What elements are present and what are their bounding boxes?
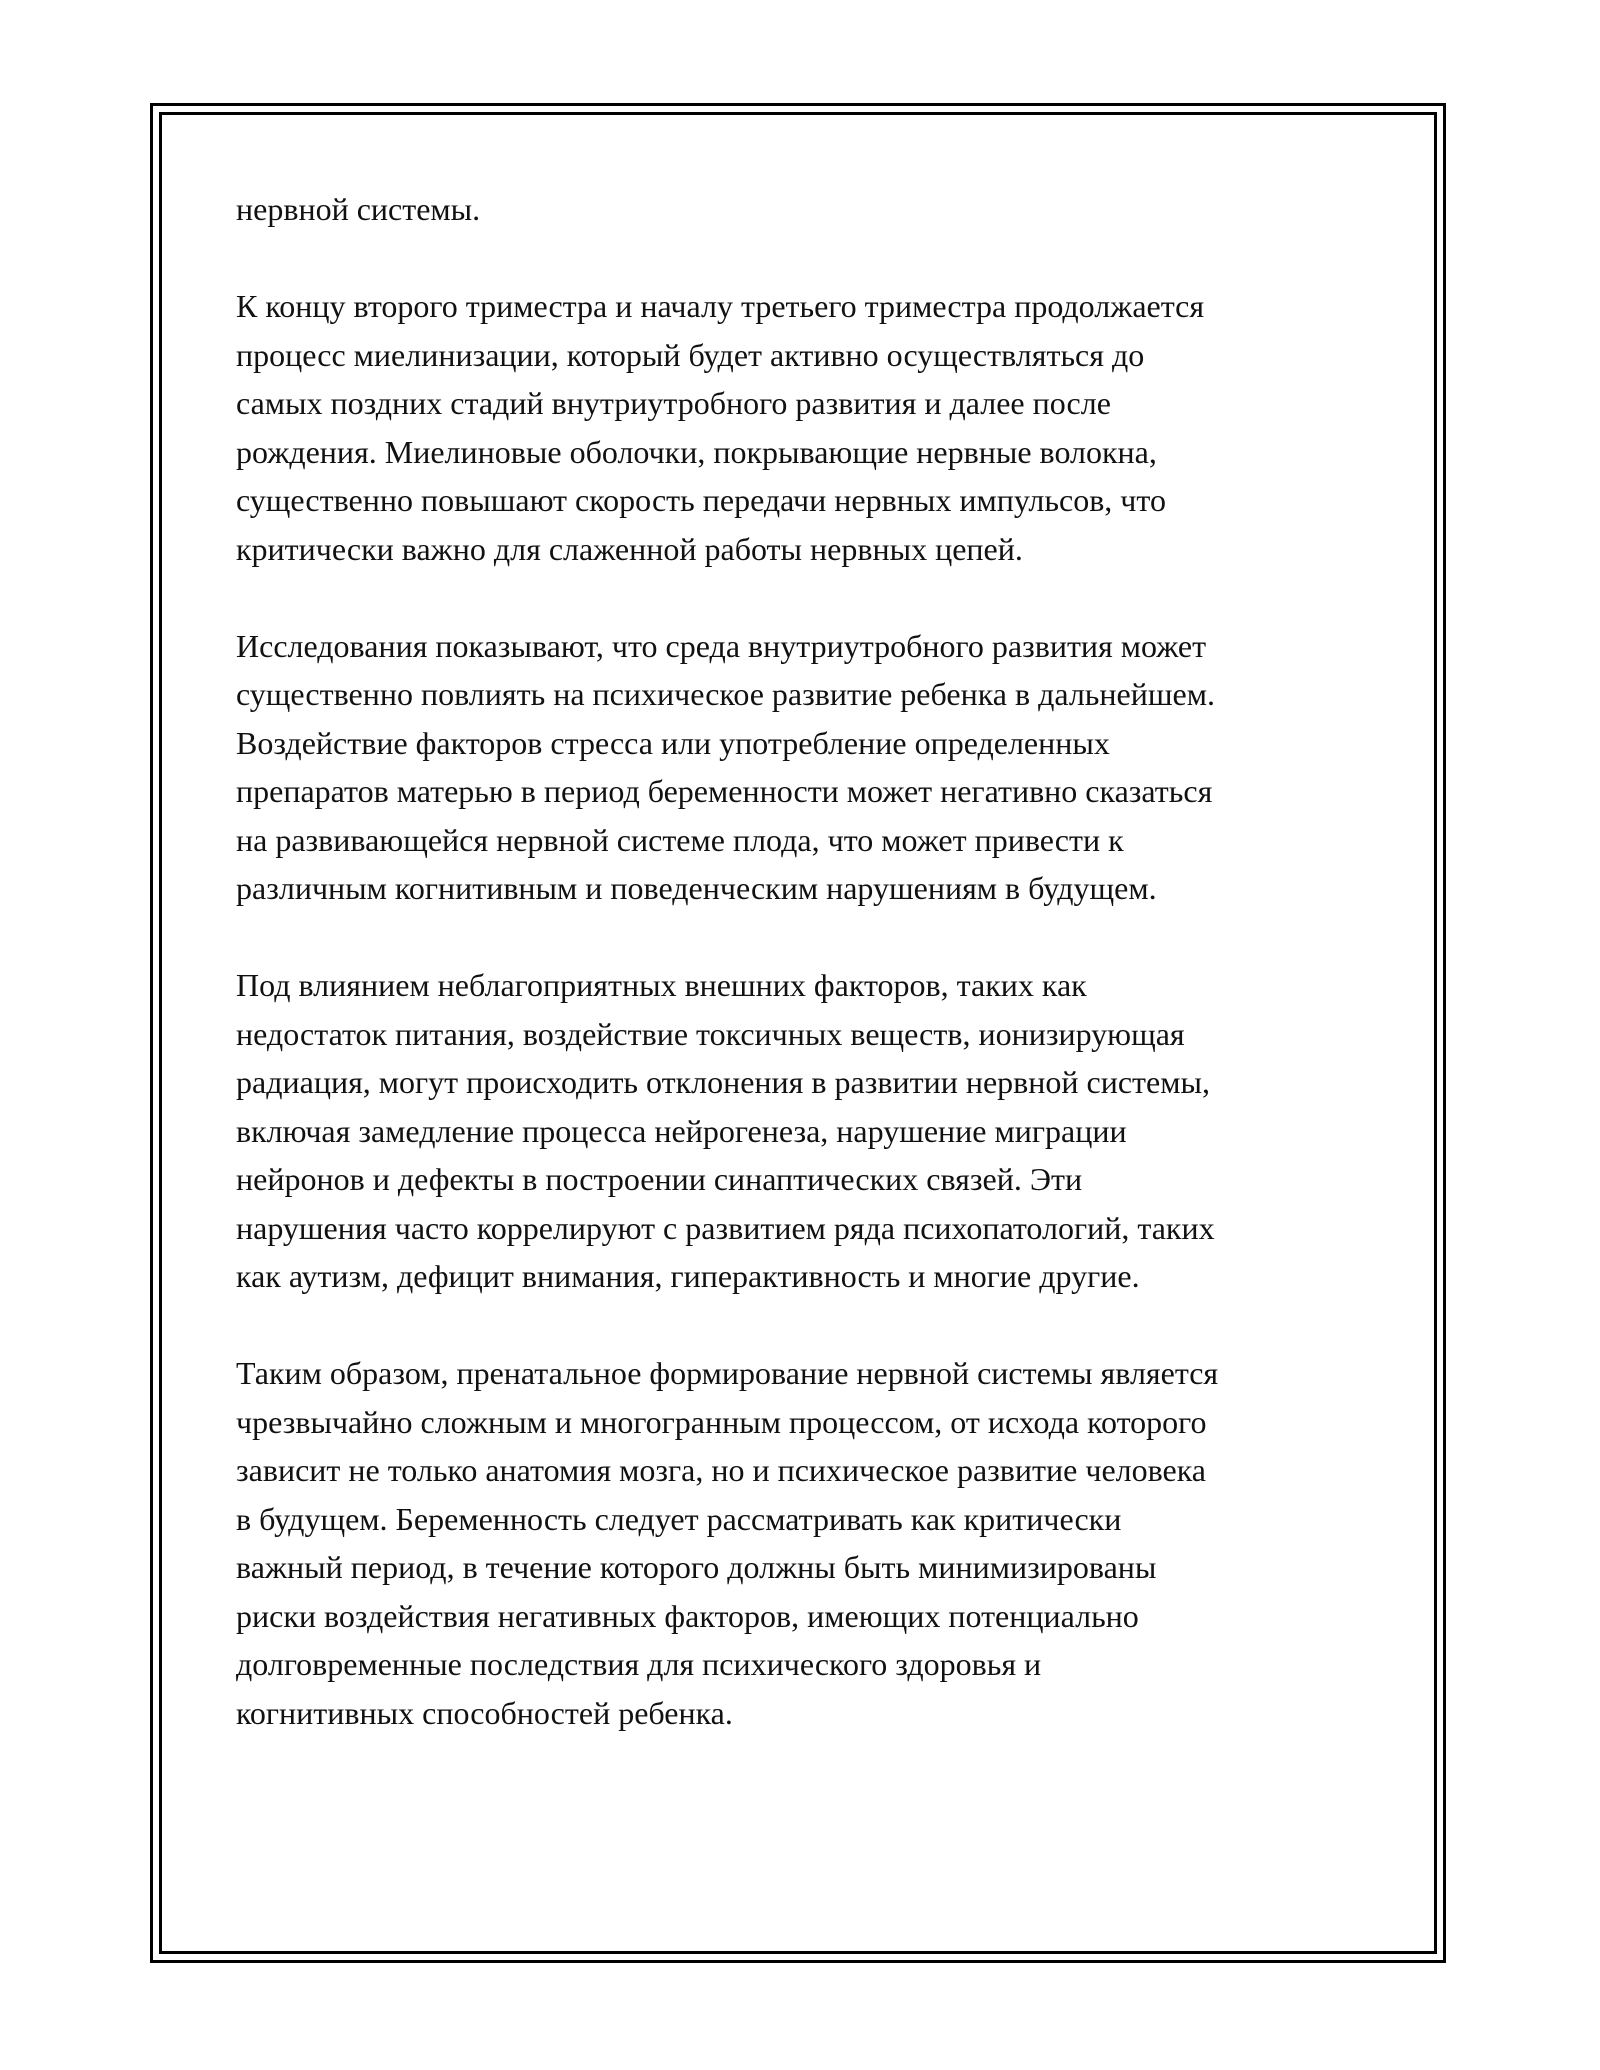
paragraph: нервной системы. xyxy=(236,191,481,227)
paragraph: Исследования показывают, что среда внутриутробного развития может существенно повлиять на психическое развитие ребенка в дальнейшем. Воздействие факторов стресса или употребление определенных препаратов матерью в период беременности может негативно сказаться на развивающейся нервной системе плода, что может привести к различным когнитивным и поведенческим нарушениям в будущем. xyxy=(236,627,1215,906)
paragraph: Таким образом, пренатальное формирование нервной системы является чрезвычайно сложным и многогранным процессом, от исхода которого зависит не только анатомия мозга, но и психическое развитие человека в будущем. Беременность следует рассматривать как критически важный период, в течение которого должны быть минимизированы риски воздействия негативных факторов, имеющих потенциально долговременные последствия для психического здоровья и когнитивных способностей ребенка. xyxy=(236,1355,1219,1731)
document-body xyxy=(236,185,1376,1786)
paragraph: К концу второго триместра и началу третьего триместра продолжается процесс миелинизации, который будет активно осуществляться до самых поздних стадий внутриутробного развития и далее после рождения. Миелиновые оболочки, покрывающие нервные волокна, существенно повышают скорость передачи нервных импульсов, что критически важно для слаженной работы нервных цепей. xyxy=(236,288,1205,567)
paragraph: Под влиянием неблагоприятных внешних факторов, таких как недостаток питания, воздействие токсичных веществ, ионизирующая радиация, могут происходить отклонения в развитии нервной системы, включая замедление процесса нейрогенеза, нарушение миграции нейронов и дефекты в построении синаптических связей. Эти нарушения часто коррелируют с развитием ряда психопатологий, таких как аутизм, дефицит внимания, гиперактивность и многие другие. xyxy=(236,967,1215,1294)
